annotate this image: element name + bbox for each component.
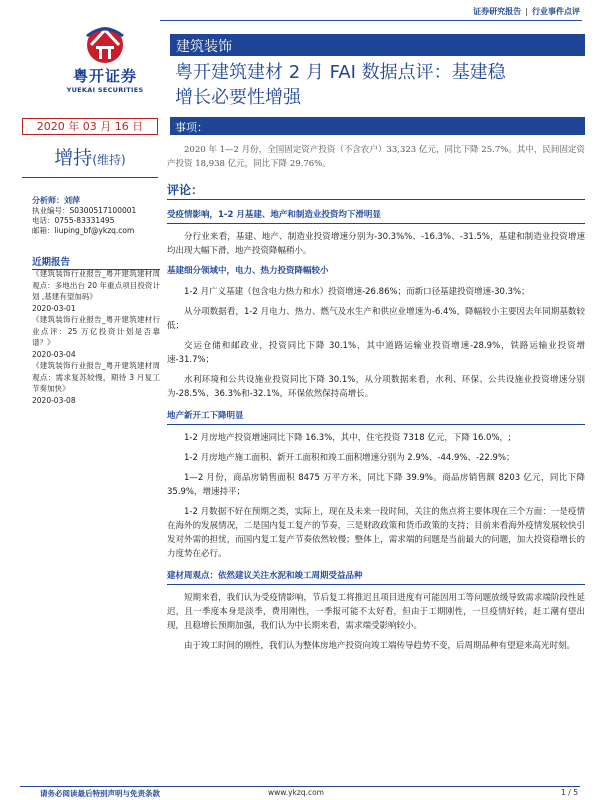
company-logo <box>60 24 150 99</box>
recent-report-title: 《建筑装饰行业报告_粤开建筑建材周观点：多地出台 20 年重点项目投资计划 ,基建有望加码》 <box>32 269 160 301</box>
report-date: 2020 年 03 月 16 日 <box>22 118 158 135</box>
paragraph: 交运仓储和邮政业，投资同比下降 30.1%，其中道路运输业投资增速-28.9%，铁路运输业投资增速-31.7%； <box>167 341 585 365</box>
section-title-infrastructure: 基建细分领域中，电力、热力投资降幅较小 <box>167 266 329 276</box>
header-links <box>473 6 580 17</box>
paragraph: 1-2 月房地产投资增速同比下降 16.3%，其中，住宅投资 7318 亿元，下降 16.0%，; <box>184 433 511 443</box>
recent-report-date: 2020-03-04 <box>32 349 76 359</box>
main-content <box>167 143 585 653</box>
analyst-name: 分析师：刘萍 <box>32 196 80 205</box>
footer-rule <box>20 786 580 787</box>
top-rule <box>160 20 582 21</box>
recent-report-date: 2020-03-08 <box>32 395 76 405</box>
rating-sub: (维持) <box>92 153 126 167</box>
recent-reports-title: 近期报告 <box>32 254 160 270</box>
logo-name-cn: 粤开证券 <box>72 67 137 85</box>
paragraph: 水利环境和公共设施业投资同比下降 30.1%，从分项数据来看，水利、环保、公共设施业投资增速分别为-28.5%、36.3%和-32.1%，环保依然保持高增长。 <box>167 375 585 399</box>
analyst-email[interactable]: 邮箱：liuping_bf@ykzq.com <box>32 226 135 235</box>
paragraph: 1-2 月数据不好在预期之类，实际上，现在及未来一段时间，关注的焦点将主要体现在三个方面：一是疫情在海外的发展情况，二是国内复工复产的节奏，三是财政政策和货币政策的支持；目前来看海外疫情发展较快引发对外需的担忧，而国内复工复产节奏依然较慢；整体上，需求端的问题是当前最大的问题，加大投资稳增长的力度势在必行。 <box>167 507 585 559</box>
link-research-report[interactable]: 证券研究报告 <box>473 7 522 16</box>
paragraph: 1-2 月房地产施工面积、新开工面积和竣工面积增速分别为 2.9%、-44.9%、-22.9%； <box>184 453 515 463</box>
analyst-license: 执业编号：S0300517100001 <box>32 206 137 215</box>
events-label: 事项： <box>170 117 585 135</box>
recent-report-item[interactable] <box>32 314 160 360</box>
paragraph: 从分项数据看，1-2 月电力、热力、燃气及水生产和供应业增速为-6.4%，降幅较小主要因去年同期基数较低； <box>167 307 585 331</box>
analyst-info <box>32 196 160 236</box>
industry-category: 建筑装饰 <box>170 34 585 56</box>
paragraph: 1-2 月广义基建（包含电力热力和水）投资增速-26.86%；而新口径基建投资增速-30.3%； <box>184 287 530 297</box>
section-title-investment-decline: 受疫情影响，1-2 月基建、地产和制造业投资均下滑明显 <box>167 208 585 224</box>
recent-report-item[interactable] <box>32 360 160 406</box>
footer-disclaimer[interactable]: 请务必阅读最后特别声明与免责条款 <box>40 789 160 798</box>
report-title-line-1: 粤开建筑建材 2 月 FAI 数据点评：基建稳 <box>175 62 506 83</box>
rating-main: 增持 <box>54 147 93 169</box>
rating-block <box>22 143 158 178</box>
footer-website[interactable]: www.ykzq.com <box>268 788 324 797</box>
review-title: 评论： <box>167 183 585 200</box>
paragraph: 由于竣工时间的刚性，我们认为整体房地产投资向竣工端传导趋势不变，后周期品种有望迎来高光时刻。 <box>184 641 576 651</box>
section-title-building-materials: 建材周观点：依然建议关注水泥和竣工周期受益品种 <box>167 569 585 585</box>
logo-emblem-icon <box>83 24 127 64</box>
logo-name-en: YUEKAI SECURITIES <box>66 86 144 94</box>
report-title-line-2: 增长必要性增强 <box>175 87 301 108</box>
recent-report-title: 《建筑装饰行业报告_粤开建筑建材周观点：需求复苏较慢，期待 3 月复工节奏加快》 <box>32 361 160 393</box>
section-title-real-estate: 地产新开工下降明显 <box>167 409 585 425</box>
footer-page-number: 1 / 5 <box>561 788 578 797</box>
paragraph: 分行业来看，基建、地产、制造业投资增速分别为-30.3%%、-16.3%、-31.5%，基建和制造业投资增速均出现大幅下滑，地产投资降幅稍小。 <box>167 232 585 256</box>
link-industry-event-review[interactable]: 行业事件点评 <box>532 7 580 16</box>
recent-report-item[interactable] <box>32 268 160 314</box>
report-title <box>175 60 585 110</box>
recent-report-date: 2020-03-01 <box>32 303 76 313</box>
recent-reports-list <box>32 268 160 406</box>
recent-report-title: 《建筑装饰行业报告_粤开建筑建材行业点评：25 万亿投资计划是否靠谱？》 <box>32 315 160 347</box>
header-separator: | <box>525 7 528 16</box>
paragraph: 1—2 月份，商品房销售面积 8475 万平方米，同比下降 39.9%。商品房销售额 8203 亿元，同比下降 35.9%，增速持平； <box>167 473 585 497</box>
analyst-phone: 电话：0755-83331495 <box>32 216 115 225</box>
events-intro: 2020 年 1—2 月份，全国固定资产投资（不含农户）33,323 亿元，同比下降 25.7%。其中，民间固定资产投资 18,938 亿元，同比下降 29.76%。 <box>167 145 585 169</box>
paragraph: 短期来看，我们认为受疫情影响，节后复工将推迟且项目进度有可能因用工等问题放缓导致需求端阶段性延迟，且一季度本身是淡季，费用刚性，一季报可能不太好看，但由于工期刚性，一旦疫情好转，赶工潮有望出现，且稳增长预期加强，我们认为中长期来看，需求端受影响较小。 <box>167 593 585 631</box>
